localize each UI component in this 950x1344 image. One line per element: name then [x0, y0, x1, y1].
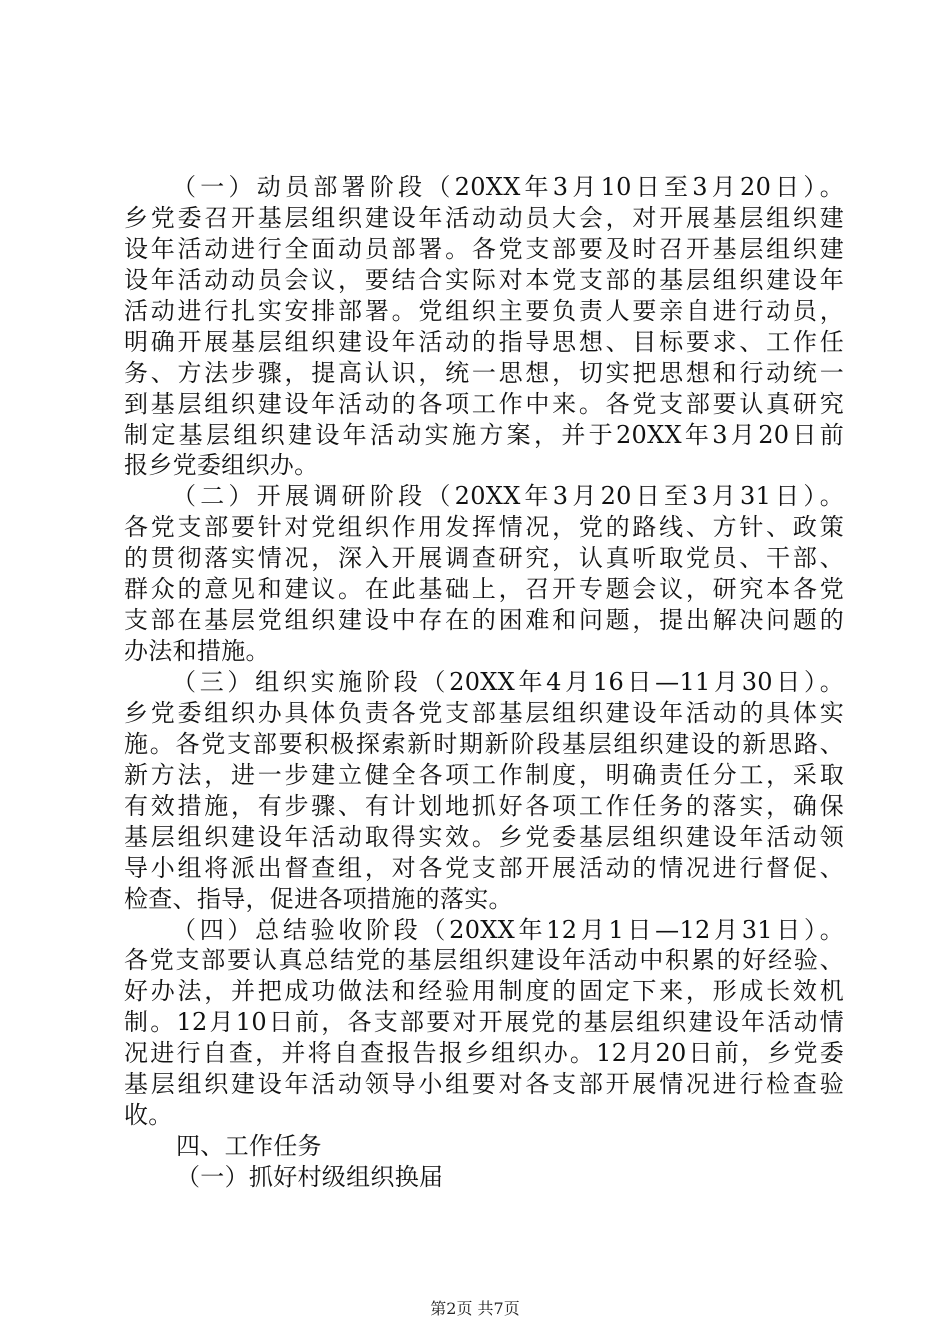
paragraph-line: 检查、指导，促进各项措施的落实。: [124, 885, 513, 913]
paragraph-line: 收。: [124, 1101, 173, 1129]
paragraph-line: 支部在基层党组织建设中存在的困难和问题，提出解决问题的: [124, 606, 844, 634]
paragraph-line: 基层组织建设年活动领导小组要对各支部开展情况进行检查验: [124, 1070, 844, 1098]
paragraph-line: 务、方法步骤，提高认识，统一思想，切实把思想和行动统一: [124, 359, 844, 387]
paragraph-line: 基层组织建设年活动取得实效。乡党委基层组织建设年活动领: [124, 823, 844, 851]
paragraph-line: 导小组将派出督查组，对各党支部开展活动的情况进行督促、: [124, 854, 844, 882]
paragraph-line: 设年活动进行全面动员部署。各党支部要及时召开基层组织建: [124, 235, 844, 263]
paragraph-line: 新方法，进一步建立健全各项工作制度，明确责任分工，采取: [124, 761, 844, 789]
paragraph-line: 施。各党支部要积极探索新时期新阶段基层组织建设的新思路、: [124, 730, 844, 758]
paragraph-line: 况进行自查，并将自查报告报乡组织办。12月20日前，乡党委: [124, 1039, 844, 1067]
paragraph-line: 有效措施，有步骤、有计划地抓好各项工作任务的落实，确保: [124, 792, 844, 820]
heading-stage-1: （一）动员部署阶段（20XX年3月10日至3月20日）。: [172, 173, 844, 201]
heading-stage-4: （四）总结验收阶段（20XX年12月1日—12月31日）。: [172, 916, 844, 944]
paragraph-line: 活动进行扎实安排部署。党组织主要负责人要亲自进行动员，: [124, 297, 844, 325]
paragraph-line: 乡党委召开基层组织建设年活动动员大会，对开展基层组织建: [124, 204, 844, 232]
page-footer: 第2页 共7页: [430, 1299, 520, 1318]
paragraph-line: 群众的意见和建议。在此基础上，召开专题会议，研究本各党: [124, 575, 844, 603]
heading-stage-2: （二）开展调研阶段（20XX年3月20日至3月31日）。: [172, 482, 844, 510]
paragraph-line: 好办法，并把成功做法和经验用制度的固定下来，形成长效机: [124, 977, 844, 1005]
section-heading: 四、工作任务: [176, 1132, 322, 1160]
paragraph-line: 各党支部要认真总结党的基层组织建设年活动中积累的好经验、: [124, 946, 844, 974]
subsection-heading: （一）抓好村级组织换届: [176, 1163, 444, 1191]
paragraph-line: 到基层组织建设年活动的各项工作中来。各党支部要认真研究: [124, 390, 844, 418]
paragraph-line: 办法和措施。: [124, 637, 270, 665]
paragraph-line: 明确开展基层组织建设年活动的指导思想、目标要求、工作任: [124, 328, 844, 356]
paragraph-line: 报乡党委组织办。: [124, 451, 319, 479]
paragraph-line: 的贯彻落实情况，深入开展调查研究，认真听取党员、干部、: [124, 544, 844, 572]
heading-stage-3: （三）组织实施阶段（20XX年4月16日—11月30日）。: [172, 668, 844, 696]
paragraph-line: 设年活动动员会议，要结合实际对本党支部的基层组织建设年: [124, 266, 844, 294]
paragraph-line: 各党支部要针对党组织作用发挥情况，党的路线、方针、政策: [124, 513, 844, 541]
paragraph-line: 制。12月10日前，各支部要对开展党的基层组织建设年活动情: [124, 1008, 844, 1036]
paragraph-line: 乡党委组织办具体负责各党支部基层组织建设年活动的具体实: [124, 699, 844, 727]
paragraph-line: 制定基层组织建设年活动实施方案，并于20XX年3月20日前: [124, 421, 844, 449]
